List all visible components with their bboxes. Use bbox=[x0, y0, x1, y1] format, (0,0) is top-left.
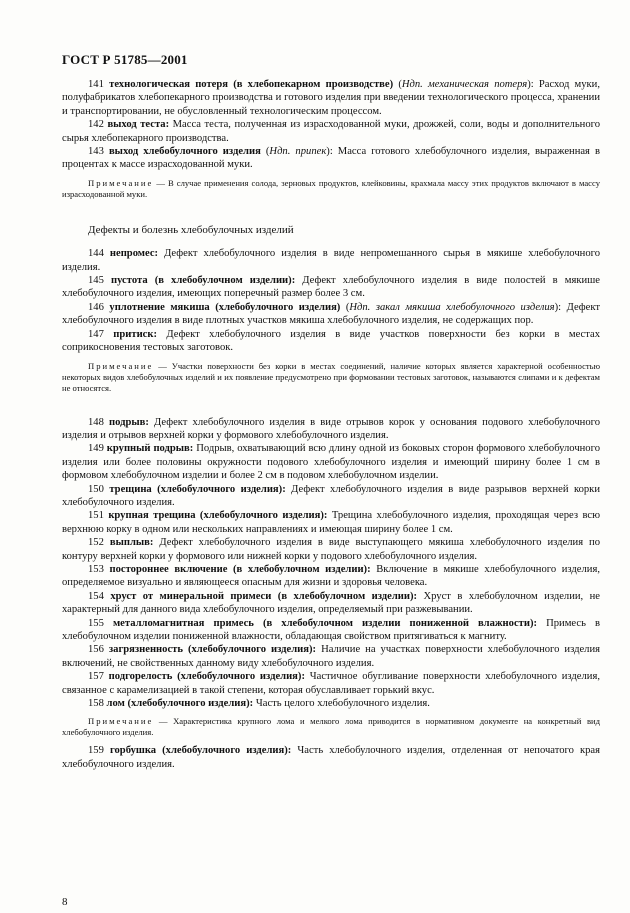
spacer bbox=[62, 394, 600, 416]
term-entry bbox=[62, 416, 600, 443]
term-entry bbox=[62, 247, 600, 274]
term-number: 141 bbox=[88, 79, 104, 90]
term-name: подрыв: bbox=[109, 416, 149, 428]
term-paren-open: ( bbox=[340, 301, 350, 313]
term-entry bbox=[62, 483, 600, 510]
term-paren-close: ) bbox=[554, 301, 559, 313]
term-name: крупная трещина (хлебобулочного изделия): bbox=[108, 510, 328, 522]
term-definition: Хруст в хлебобулочном изделии, не характерный для данного вида хлебобулочного изделия, определяемый при разжевывании. bbox=[62, 590, 601, 616]
note-breakage bbox=[62, 716, 600, 738]
term-entry bbox=[62, 643, 600, 670]
term-deprecated: Ндп. припек bbox=[269, 146, 327, 158]
terms-group-heel bbox=[62, 744, 600, 771]
term-definition: : Масса готового хлебобулочного изделия, выраженная в процентах к массе израсходованной муки. bbox=[62, 146, 600, 171]
term-number: 153 bbox=[88, 563, 104, 575]
note-text: — Участки поверхности без корки в местах соединений, наличие которых является характерной особенностью некоторых видов хлебобулочных изделий и их появление предусмотрено при формовании тестовых заготовок, называются слипами и к дефектам не относятся. bbox=[62, 360, 600, 393]
term-name: трещина (хлебобулочного изделия): bbox=[109, 483, 286, 495]
term-name: хруст от минеральной примеси (в хлебобулочном изделии): bbox=[110, 590, 418, 602]
note-label: Примечание bbox=[88, 360, 154, 371]
term-name: лом (хлебобулочного изделия): bbox=[106, 698, 254, 710]
term-entry bbox=[62, 536, 600, 563]
term-definition: Подрыв, охватывающий всю длину одной из боковых сторон формового хлебобулочного изделия или более половины окружности подового хлебобулочного изделия и имеющий ширину более 1 см в формовом хлебобулочном изделии и более 2 см в подовом хлебобулочном изделии. bbox=[62, 443, 600, 482]
term-definition: Дефект хлебобулочного изделия в виде полостей в мякише хлебобулочного изделия, имеющих поперечный размер более 3 см. bbox=[62, 275, 601, 300]
term-definition: Дефект хлебобулочного изделия в виде выступающего мякиша хлебобулочного изделия по контуру верхней корки у формового или нижней корки у подового хлебобулочного изделия. bbox=[62, 537, 601, 562]
term-name: непромес: bbox=[109, 248, 159, 260]
term-definition: Трещина хлебобулочного изделия, проходящая через всю верхнюю корку в одном или нескольких направлениях и имеющая ширину более 1 см. bbox=[62, 510, 600, 535]
term-entry bbox=[62, 301, 600, 328]
term-number: 152 bbox=[88, 537, 104, 549]
page-number: 8 bbox=[62, 896, 68, 908]
term-name: выплыв: bbox=[109, 537, 154, 549]
term-definition: Дефект хлебобулочного изделия в виде участков поверхности без корки в местах соприкосновения тестовых заготовок. bbox=[62, 328, 600, 354]
term-entry bbox=[62, 442, 600, 482]
term-paren-open: ( bbox=[260, 146, 270, 158]
term-entry bbox=[62, 697, 600, 710]
term-name: выход хлебобулочного изделия bbox=[108, 146, 261, 158]
term-entry bbox=[62, 509, 600, 536]
term-definition: Дефект хлебобулочного изделия в виде непромешанного сырья в мякише хлебобулочного изделия. bbox=[62, 248, 600, 273]
term-definition: : Расход муки, полуфабрикатов хлебопекарного производства и готового изделия при введении технологического процесса, хранении и транспортировании, не обусловленный технологическим процессом. bbox=[62, 79, 600, 117]
term-deprecated: Ндп. закал мякиша хлебобулочного изделия bbox=[349, 301, 555, 313]
term-definition: : Дефект хлебобулочного изделия в виде плотных участков мякиша хлебобулочного изделия, не содержащих пор. bbox=[62, 301, 600, 327]
term-number: 149 bbox=[88, 443, 104, 455]
term-number: 143 bbox=[88, 146, 104, 158]
term-entry bbox=[62, 118, 600, 145]
term-paren-close: ) bbox=[326, 146, 330, 158]
term-entry bbox=[62, 670, 600, 697]
term-definition: Часть целого хлебобулочного изделия. bbox=[253, 698, 430, 710]
term-name: технологическая потеря (в хлебопекарном производстве) bbox=[109, 79, 394, 90]
term-definition: Примесь в хлебобулочном изделии пониженной влажности, обладающая свойством притягиваться к магниту. bbox=[62, 617, 601, 642]
note-text: — Характеристика крупного лома и мелкого лома приводится в нормативном документе на конкретный вид хлебобулочного изделия. bbox=[62, 716, 600, 738]
term-entry bbox=[62, 744, 600, 771]
term-definition: Дефект хлебобулочного изделия в виде разрывов верхней корки хлебобулочного изделия. bbox=[62, 483, 600, 508]
note-label: Примечание bbox=[88, 177, 154, 188]
term-number: 146 bbox=[88, 301, 104, 313]
term-number: 159 bbox=[88, 745, 104, 757]
document-body bbox=[62, 78, 600, 771]
term-number: 147 bbox=[88, 328, 104, 340]
term-number: 158 bbox=[88, 698, 104, 710]
term-definition: Масса теста, полученная из израсходованной муки, дрожжей, соли, воды и дополнительного сырья хлебопекарного производства. bbox=[62, 119, 600, 144]
term-number: 156 bbox=[88, 644, 104, 656]
term-name: притиск: bbox=[113, 328, 158, 340]
term-name: подгорелость (хлебобулочного изделия): bbox=[108, 671, 305, 683]
term-number: 150 bbox=[88, 483, 104, 495]
term-entry bbox=[62, 78, 600, 118]
standard-header: ГОСТ Р 51785—2001 bbox=[62, 52, 188, 67]
note-label: Примечание bbox=[88, 716, 154, 727]
term-name: горбушка (хлебобулочного изделия): bbox=[109, 745, 292, 757]
term-entry bbox=[62, 274, 600, 301]
term-name: пустота (в хлебобулочном изделии): bbox=[110, 275, 296, 287]
term-name: постороннее включение (в хлебобулочном изделии): bbox=[109, 563, 371, 575]
terms-group-crumb-defects bbox=[62, 247, 600, 354]
term-definition: Наличие на участках поверхности хлебобулочного изделия включений, не свойственных данному виду хлебобулочного изделия. bbox=[62, 644, 600, 669]
term-name: металломагнитная примесь (в хлебобулочном изделии пониженной влажности): bbox=[112, 617, 538, 629]
note-flour-mass bbox=[62, 178, 600, 200]
term-name: загрязненность (хлебобулочного изделия): bbox=[108, 644, 317, 656]
term-paren-close: ) bbox=[527, 79, 531, 90]
term-number: 157 bbox=[88, 671, 104, 683]
term-entry bbox=[62, 563, 600, 590]
note-slips bbox=[62, 361, 600, 394]
term-number: 151 bbox=[88, 510, 104, 522]
term-number: 144 bbox=[88, 248, 104, 260]
term-name: уплотнение мякиша (хлебобулочного изделия) bbox=[109, 301, 341, 313]
term-definition: Часть хлебобулочного изделия, отделенная от непочатого края хлебобулочного изделия. bbox=[62, 745, 600, 770]
term-number: 148 bbox=[88, 416, 104, 428]
term-deprecated: Ндп. механическая потеря bbox=[401, 79, 528, 90]
terms-group-loss bbox=[62, 78, 600, 172]
term-entry bbox=[62, 328, 600, 355]
term-paren-open: ( bbox=[393, 79, 402, 90]
note-text: — В случае применения солода, зерновых продуктов, клейковины, крахмала массу этих продуктов включают в массу израсходованной муки. bbox=[62, 177, 600, 199]
term-number: 155 bbox=[88, 617, 104, 629]
section-title: Дефекты и болезнь хлебобулочных изделий bbox=[88, 223, 294, 236]
term-name: крупный подрыв: bbox=[106, 443, 194, 455]
term-name: выход теста: bbox=[107, 119, 170, 131]
terms-group-crust-defects bbox=[62, 416, 600, 711]
term-entry bbox=[62, 590, 600, 617]
term-entry bbox=[62, 617, 600, 644]
term-number: 154 bbox=[88, 590, 104, 602]
term-definition: Частичное обугливание поверхности хлебобулочного изделия, связанное с карамелизацией в такой степени, которая обуславливает горький вкус. bbox=[62, 671, 600, 696]
term-entry bbox=[62, 145, 600, 172]
term-definition: Дефект хлебобулочного изделия в виде отрывов корок у основания подового хлебобулочного изделия и отрывов верхней корки у формового хлебобулочного изделия. bbox=[62, 416, 600, 441]
term-number: 142 bbox=[88, 119, 104, 131]
term-definition: Включение в мякише хлебобулочного изделия, определяемое визуально и являющееся опасным для жизни и здоровья человека. bbox=[62, 563, 600, 589]
term-number: 145 bbox=[88, 275, 104, 287]
